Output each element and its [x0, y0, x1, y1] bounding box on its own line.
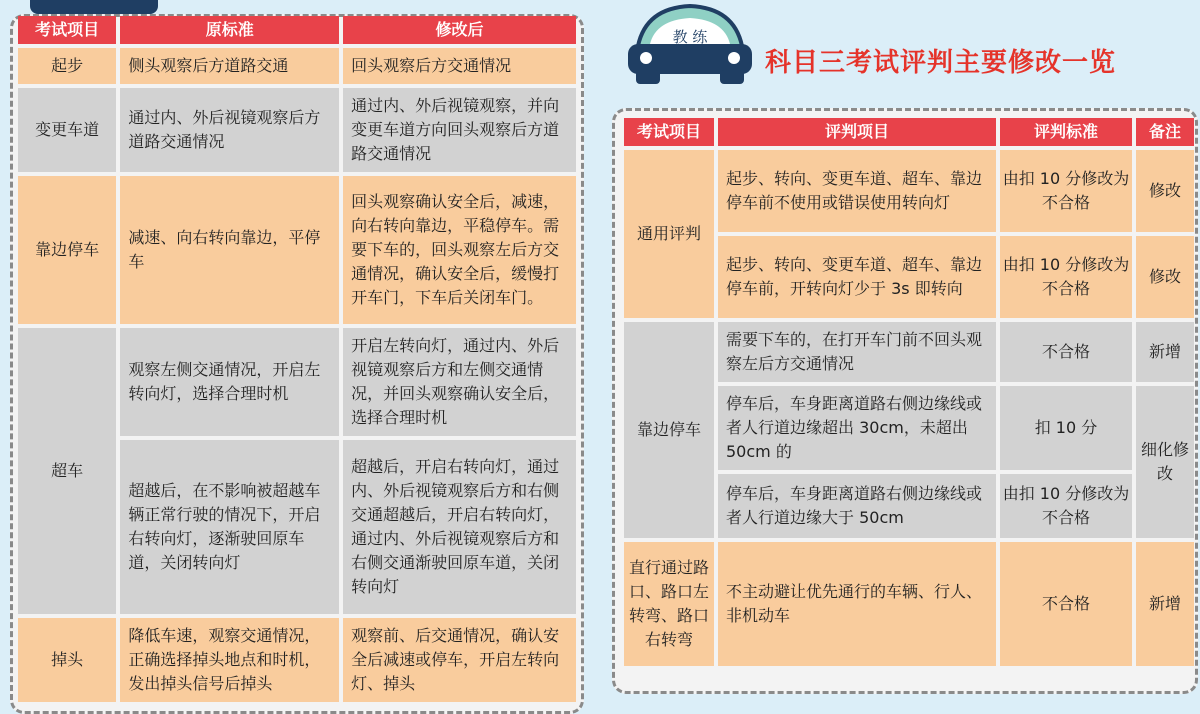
row-item: 靠边停车	[18, 176, 116, 324]
row-note: 修改	[1136, 150, 1194, 232]
row-new: 回头观察确认安全后，减速，向右转向靠边，平稳停车。需要下车的，回头观察左后方交通情况，确认安全后，缓慢打开车门，下车后关闭车门。	[343, 176, 576, 324]
row-item: 超车	[18, 328, 116, 614]
left-comparison-table	[14, 12, 580, 706]
row-new: 通过内、外后视镜观察，并向变更车道方向回头观察后方道路交通情况	[343, 88, 576, 172]
table-row	[624, 542, 1194, 666]
page-title: 科目三考试评判主要修改一览	[765, 48, 1117, 78]
table-row	[624, 322, 1194, 382]
right-judging-table	[620, 114, 1198, 670]
row-old: 侧头观察后方道路交通	[120, 48, 339, 84]
header-judging-item: 评判项目	[718, 118, 996, 146]
row-item: 不主动避让优先通行的车辆、行人、非机动车	[718, 542, 996, 666]
row-new: 回头观察后方交通情况	[343, 48, 576, 84]
row-item: 起步、转向、变更车道、超车、靠边停车前，开转向灯少于 3s 即转向	[718, 236, 996, 318]
row-item: 起步、转向、变更车道、超车、靠边停车前不使用或错误使用转向灯	[718, 150, 996, 232]
row-old: 通过内、外后视镜观察后方道路交通情况	[120, 88, 339, 172]
group-general: 通用评判	[624, 150, 714, 318]
row-old: 超越后，在不影响被超越车辆正常行驶的情况下，开启右转向灯，逐渐驶回原车道，关闭转向灯	[120, 440, 339, 614]
row-new: 观察前、后交通情况，确认安全后减速或停车，开启左转向灯、掉头	[343, 618, 576, 702]
row-standard: 由扣 10 分修改为不合格	[1000, 236, 1132, 318]
table-header-row	[624, 118, 1194, 146]
row-standard: 由扣 10 分修改为不合格	[1000, 474, 1132, 538]
row-item: 变更车道	[18, 88, 116, 172]
row-old: 减速、向右转向靠边，平停车	[120, 176, 339, 324]
row-item: 需要下车的，在打开车门前不回头观察左后方交通情况	[718, 322, 996, 382]
header-exam-item: 考试项目	[624, 118, 714, 146]
car-label: 教 练	[672, 28, 708, 46]
table-row	[624, 150, 1194, 232]
header-revised: 修改后	[343, 16, 576, 44]
header-original-standard: 原标准	[120, 16, 339, 44]
row-note: 新增	[1136, 322, 1194, 382]
table-row	[18, 48, 576, 84]
table-row	[18, 618, 576, 702]
table-row	[18, 328, 576, 436]
row-standard: 不合格	[1000, 322, 1132, 382]
row-old: 观察左侧交通情况，开启左转向灯，选择合理时机	[120, 328, 339, 436]
group-intersection: 直行通过路口、路口左转弯、路口右转弯	[624, 542, 714, 666]
coach-car-icon	[624, 0, 756, 86]
row-standard: 不合格	[1000, 542, 1132, 666]
row-standard: 由扣 10 分修改为不合格	[1000, 150, 1132, 232]
table-row	[18, 88, 576, 172]
header-judging-standard: 评判标准	[1000, 118, 1132, 146]
row-item: 停车后，车身距离道路右侧边缘线或者人行道边缘大于 50cm	[718, 474, 996, 538]
row-new: 开启左转向灯，通过内、外后视镜观察后方和左侧交通情况，并回头观察确认安全后，选择合理时机	[343, 328, 576, 436]
group-parking: 靠边停车	[624, 322, 714, 538]
row-note: 新增	[1136, 542, 1194, 666]
row-standard: 扣 10 分	[1000, 386, 1132, 470]
row-item: 起步	[18, 48, 116, 84]
header-note: 备注	[1136, 118, 1194, 146]
row-item: 掉头	[18, 618, 116, 702]
header-exam-item: 考试项目	[18, 16, 116, 44]
row-item: 停车后，车身距离道路右侧边缘线或者人行道边缘超出 30cm，未超出 50cm 的	[718, 386, 996, 470]
row-old: 降低车速，观察交通情况，正确选择掉头地点和时机，发出掉头信号后掉头	[120, 618, 339, 702]
table-header-row	[18, 16, 576, 44]
row-note: 修改	[1136, 236, 1194, 318]
row-new: 超越后，开启右转向灯，通过内、外后视镜观察后方和右侧交通超越后，开启右转向灯，通过内、外后视镜观察后方和右侧交通渐驶回原车道，关闭转向灯	[343, 440, 576, 614]
table-row	[18, 176, 576, 324]
row-note: 细化修改	[1136, 386, 1194, 538]
